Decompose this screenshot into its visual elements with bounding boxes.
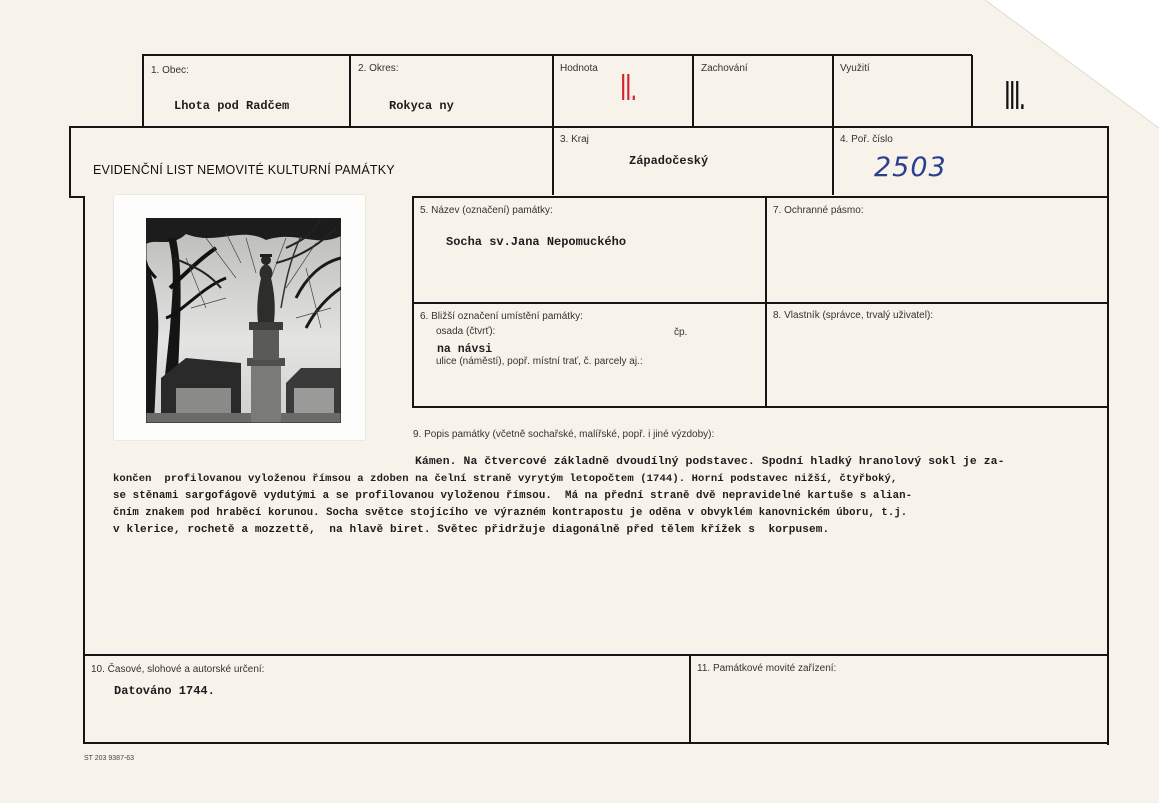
por-cislo-label: 4. Poř. číslo	[840, 134, 893, 145]
header-divider-3	[692, 55, 694, 127]
hodnota-value: II.	[620, 68, 637, 109]
okres-value: Rokyca ny	[389, 99, 454, 113]
header-divider-4	[832, 55, 834, 195]
header-top-rule	[142, 54, 972, 56]
frame-left-lower	[83, 196, 85, 744]
vlastnik-label: 8. Vlastník (správce, trvalý uživatel):	[773, 310, 934, 321]
hodnota-label: Hodnota	[560, 63, 598, 74]
frame-left-step	[69, 196, 84, 198]
header-left-rule	[142, 55, 144, 127]
monument-photo	[146, 218, 341, 423]
urceni-label: 10. Časové, slohové a autorské určení:	[91, 664, 265, 675]
frame-top-rule	[69, 126, 1109, 128]
nazev-label: 5. Název (označení) památky:	[420, 205, 553, 216]
header-divider-5	[971, 55, 973, 127]
row2-bottom-rule	[412, 196, 1108, 198]
box5-bottom	[412, 302, 1108, 304]
cp-label: čp.	[674, 327, 688, 338]
popis-bottom-rule	[83, 654, 1109, 656]
zachovani-label: Zachování	[701, 63, 748, 74]
kraj-value: Západočeský	[629, 154, 709, 168]
urceni-value: Datováno 1744.	[114, 684, 215, 698]
ochranne-pasmo-label: 7. Ochranné pásmo:	[773, 205, 864, 216]
header-divider-2	[552, 55, 554, 195]
box6-bottom	[412, 406, 1108, 408]
frame-bottom-rule	[83, 742, 1109, 744]
obec-value: Lhota pod Radčem	[174, 99, 290, 113]
footer-code: ST 203 9387-63	[84, 755, 135, 762]
popis-line-1: Kámen. Na čtvercové základně dvoudílný podstavec. Spodní hladký hranolový sokl je za-	[415, 456, 1005, 468]
okres-label: 2. Okres:	[358, 63, 399, 74]
obec-label: 1. Obec:	[151, 65, 189, 76]
popis-line-5: v klerice, rochetě a mozzettě, na hlavě biret. Světec přidržuje diagonálně před tělem křížek s korpusem.	[113, 524, 830, 536]
por-cislo-value: 2503	[874, 152, 947, 183]
frame-left-upper	[69, 127, 71, 197]
section10-11-divider	[689, 654, 691, 744]
ulice-label: ulice (náměstí), popř. místní trať, č. parcely aj.:	[436, 356, 643, 367]
popis-line-3: se stěnami sargofágově vydutými a se profilovanou vyloženou římsou. Má na přední straně dvě nepravidelné kartuše s alian-	[113, 490, 913, 502]
osada-label: osada (čtvrť):	[436, 326, 496, 337]
nazev-value: Socha sv.Jana Nepomuckého	[446, 235, 627, 249]
popis-label: 9. Popis památky (včetně sochařské, malířské, popř. i jiné výzdoby):	[413, 429, 715, 440]
popis-line-2: končen profilovanou vyloženou římsou a zdoben na čelní straně vyrytým letopočtem (1744). Horní podstavec nižší, čtyřboký,	[113, 473, 898, 485]
vyuziti-label: Využití	[840, 63, 870, 74]
umisteni-label: 6. Bližší označení umístění památky:	[420, 311, 583, 322]
kraj-label: 3. Kraj	[560, 134, 589, 145]
header-divider-1	[349, 55, 351, 127]
umisteni-value: na návsi	[437, 343, 493, 356]
form-title: EVIDENČNÍ LIST NEMOVITÉ KULTURNÍ PAMÁTKY	[93, 163, 395, 177]
category-mark: III.	[1004, 74, 1025, 118]
movite-label: 11. Památkové movité zařízení:	[697, 663, 837, 674]
frame-right	[1107, 127, 1109, 745]
popis-line-4: čním znakem pod hraběcí korunou. Socha světce stojícího ve výrazném kontrapostu je oděna v obvyklém kanovnickém úboru, t.j.	[113, 507, 908, 519]
